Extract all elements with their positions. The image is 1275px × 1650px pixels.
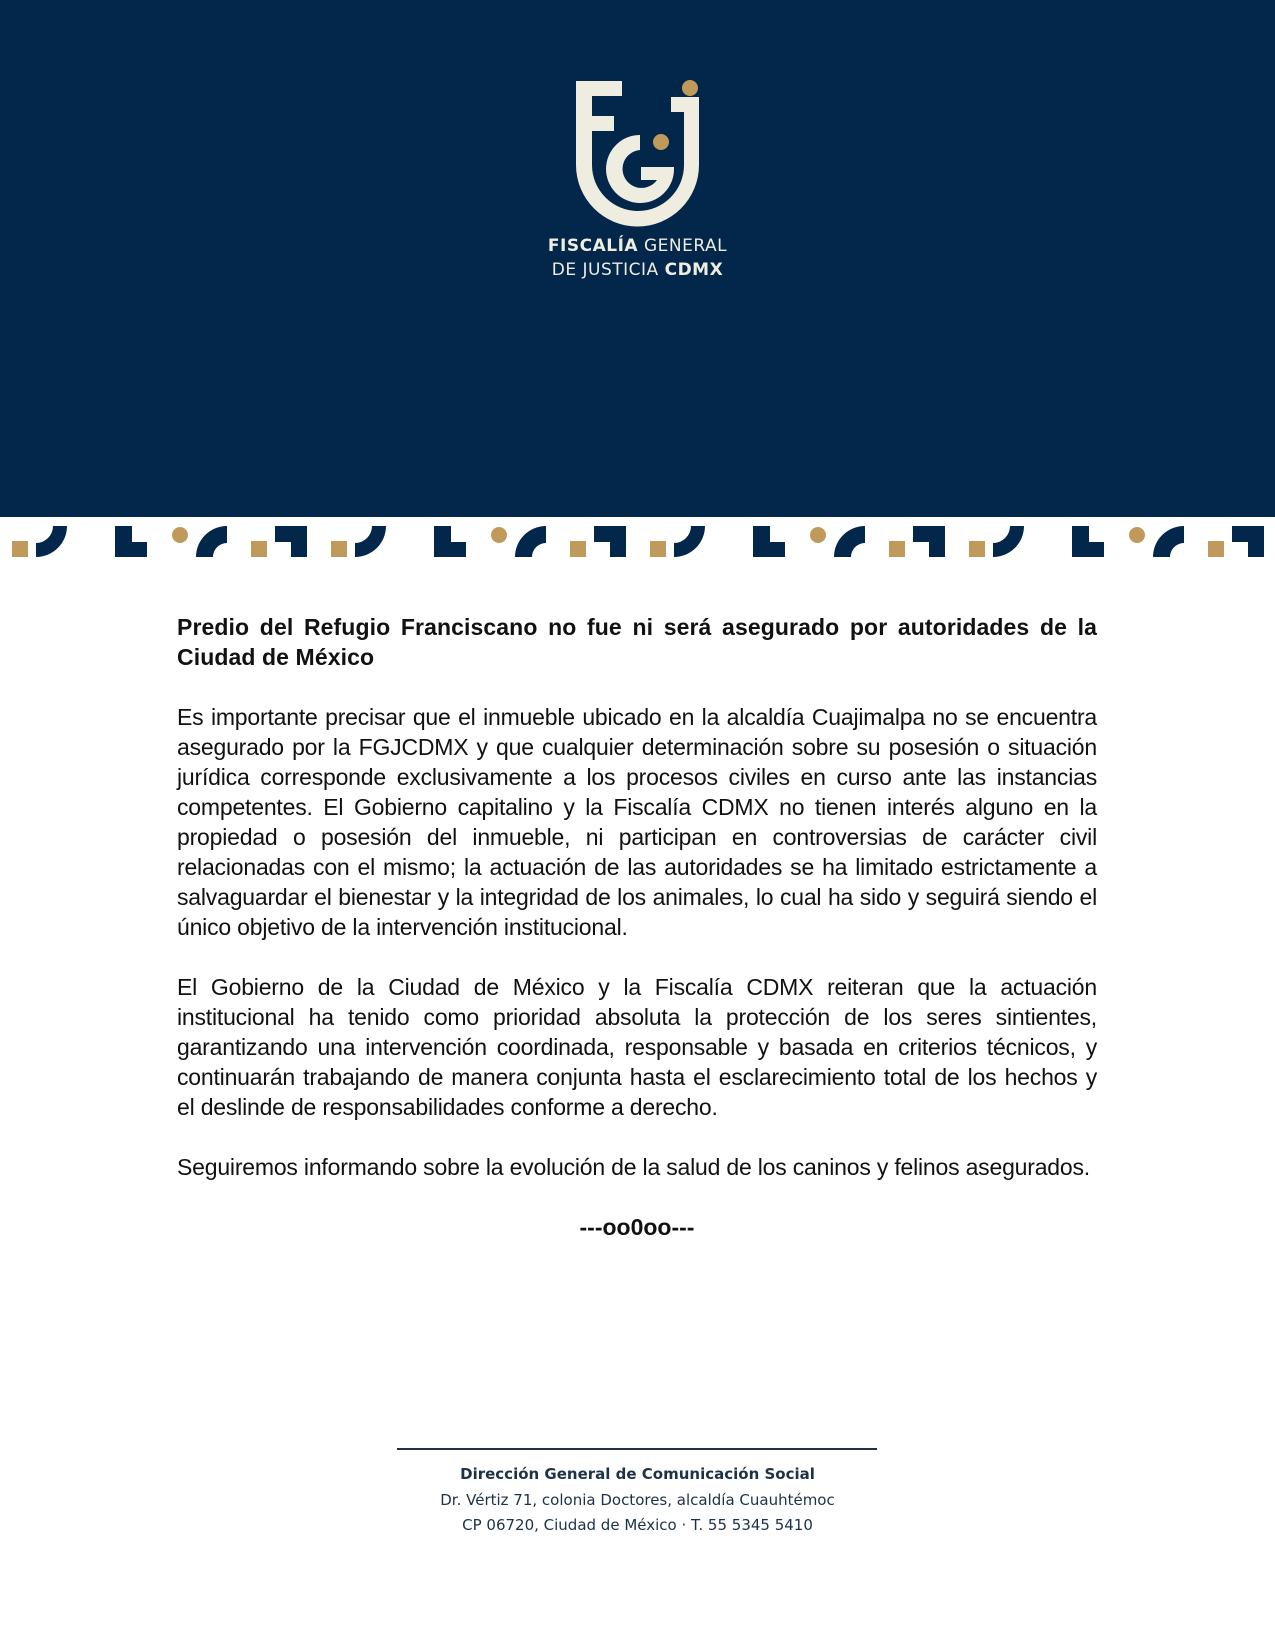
- org-name-rest-2: DE JUSTICIA: [551, 260, 665, 280]
- decorative-pattern: [0, 520, 1275, 565]
- footer: [0, 1462, 1275, 1539]
- org-name-rest-1: GENERAL: [638, 236, 728, 256]
- header-banner: [0, 0, 1275, 517]
- org-name-bold-1: FISCALÍA: [547, 236, 639, 256]
- paragraph-1: Es importante precisar que el inmueble ubicado en la alcaldía Cuajimalpa no se encuentra asegurado por la FGJCDMX y que cualquier determinación sobre su posesión o situación jurídica corresponde exclusivamente a los procesos civiles en curso ante las instancias competentes. El Gobierno capitalino y la Fiscalía CDMX no tienen interés alguno en la propiedad o posesión del inmueble, ni participan en controversias de carácter civil relacionadas con el mismo; la actuación de las autoridades se ha limitado estrictamente a salvaguardar el bienestar y la integridad de los animales, lo cual ha sido y seguirá siendo el único objetivo de la intervención institucional.: [177, 704, 1097, 940]
- press-release-body: [177, 612, 1097, 1242]
- footer-address-line-1: Dr. Vértiz 71, colonia Doctores, alcaldía Cuauhtémoc: [440, 1490, 835, 1509]
- end-separator: ---oo0oo---: [579, 1214, 695, 1240]
- fgj-logo-icon: [560, 70, 720, 230]
- page-title: Predio del Refugio Franciscano no fue ni será asegurado por autoridades de la Ciudad de México: [177, 614, 1097, 670]
- paragraph-3: Seguiremos informando sobre la evolución de la salud de los caninos y felinos asegurados.: [177, 1154, 1090, 1180]
- paragraph-2: El Gobierno de la Ciudad de México y la Fiscalía CDMX reiteran que la actuación institucional ha tenido como prioridad absoluta la protección de los seres sintientes, garantizando una intervención coordinada, responsable y basada en criterios técnicos, y continuarán trabajando de manera conjunta hasta el esclarecimiento total de los hechos y el deslinde de responsabilidades conforme a derecho.: [177, 974, 1097, 1120]
- footer-department: Dirección General de Comunicación Social: [460, 1465, 815, 1483]
- footer-address-line-2: CP 06720, Ciudad de México · T. 55 5345 5410: [462, 1516, 813, 1534]
- footer-divider: [397, 1448, 877, 1450]
- org-name-bold-2: CDMX: [664, 260, 724, 280]
